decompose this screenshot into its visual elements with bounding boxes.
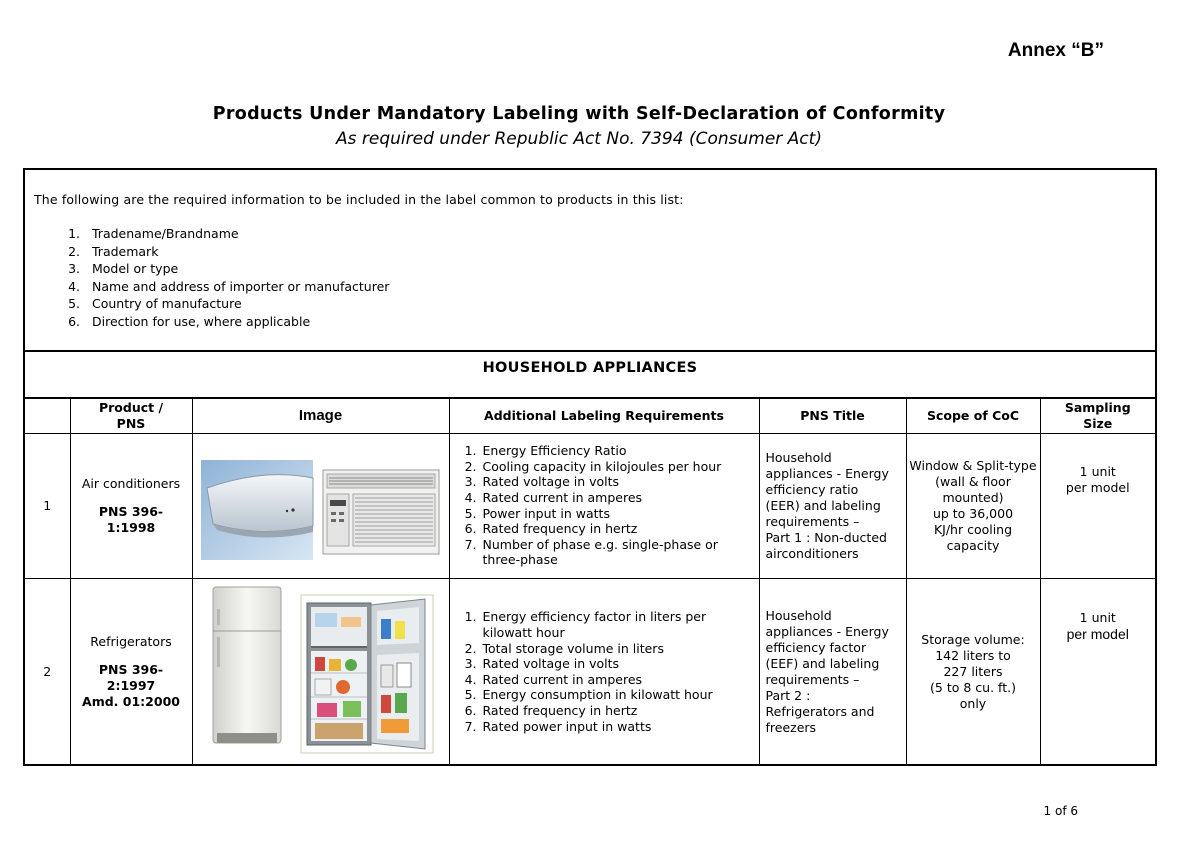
intro-section (25, 170, 1155, 352)
scope-cell: Window & Split-type (wall & floor mounted) up to 36,000 KJ/hr cooling capacity (906, 433, 1040, 578)
list-item: 1. Tradename/Brandname (84, 225, 1155, 243)
list-item: 2. Total storage volume in liters (481, 641, 759, 657)
image-cell (192, 433, 449, 578)
page-title: Products Under Mandatory Labeling with Self-Declaration of Conformity (212, 104, 946, 124)
sampling-cell: 1 unit per model (1040, 578, 1155, 765)
list-item: 3. Rated voltage in volts (481, 656, 759, 672)
header-product: Product / PNS (70, 399, 192, 433)
list-item: 2. Trademark (84, 243, 1155, 261)
header-number (25, 399, 70, 433)
list-item: 6. Rated frequency in hertz (481, 521, 759, 537)
table-row (25, 433, 1155, 578)
sampling-cell: 1 unit per model (1040, 433, 1155, 578)
list-item: 4. Rated current in amperes (481, 672, 759, 688)
products-table (25, 399, 1155, 765)
product-name: Refrigerators (90, 633, 172, 649)
list-item: 6. Rated frequency in hertz (481, 703, 759, 719)
row-number: 2 (25, 578, 70, 765)
page-subtitle: As required under Republic Act No. 7394 (Consumer Act) (336, 129, 822, 149)
list-item: 7. Rated power input in watts (481, 719, 759, 735)
list-item: 4. Rated current in amperes (481, 490, 759, 506)
row-number: 1 (25, 433, 70, 578)
section-title: HOUSEHOLD APPLIANCES (25, 352, 1155, 399)
list-item: 4. Name and address of importer or manufacturer (84, 278, 1155, 296)
header-requirements: Additional Labeling Requirements (449, 399, 759, 433)
list-item: 5. Power input in watts (481, 506, 759, 522)
pns-number: PNS 396- 1:1998 (98, 503, 164, 535)
list-item: 3. Rated voltage in volts (481, 474, 759, 490)
pns-number: PNS 396- 2:1997 Amd. 01:2000 (82, 661, 180, 709)
list-item: 2. Cooling capacity in kilojoules per hour (481, 459, 759, 475)
header-image: Image (192, 399, 449, 433)
header-scope: Scope of CoC (906, 399, 1040, 433)
header-sampling: Sampling Size (1040, 399, 1155, 433)
refrigerator-image (193, 579, 449, 765)
annex-label: Annex “B” (1007, 40, 1104, 61)
pns-title-cell: Household appliances - Energy efficiency ratio (EER) and labeling requirements – Part 1 : Non-ducted airconditioners (759, 433, 906, 578)
list-item: 1. Energy efficiency factor in liters per kilowatt hour (481, 609, 759, 640)
pns-title-cell: Household appliances - Energy efficiency factor (EEF) and labeling requirements – Part 2 : Refrigerators and freezers (759, 578, 906, 765)
air-conditioner-image (193, 434, 449, 578)
requirements-cell (449, 578, 759, 765)
list-item: 1. Energy Efficiency Ratio (481, 443, 759, 459)
requirements-cell (449, 433, 759, 578)
table-row (25, 578, 1155, 765)
table-header-row (25, 399, 1155, 433)
list-item: 6. Direction for use, where applicable (84, 313, 1155, 331)
intro-list (34, 225, 1155, 330)
list-item: 5. Energy consumption in kilowatt hour (481, 687, 759, 703)
list-item: 7. Number of phase e.g. single-phase or three-phase (481, 537, 759, 568)
list-item: 5. Country of manufacture (84, 295, 1155, 313)
list-item: 3. Model or type (84, 260, 1155, 278)
header-pns-title: PNS Title (759, 399, 906, 433)
product-name: Air conditioners (81, 475, 181, 491)
image-cell (192, 578, 449, 765)
page-number: 1 of 6 (1043, 804, 1078, 818)
requirements-list (450, 443, 759, 568)
scope-cell: Storage volume: 142 liters to 227 liters (5 to 8 cu. ft.) only (906, 578, 1040, 765)
intro-text: The following are the required information to be included in the label common to products in this list: (34, 192, 684, 207)
document-frame (23, 168, 1157, 766)
product-cell (70, 433, 192, 578)
requirements-list (450, 609, 759, 734)
product-cell (70, 578, 192, 765)
